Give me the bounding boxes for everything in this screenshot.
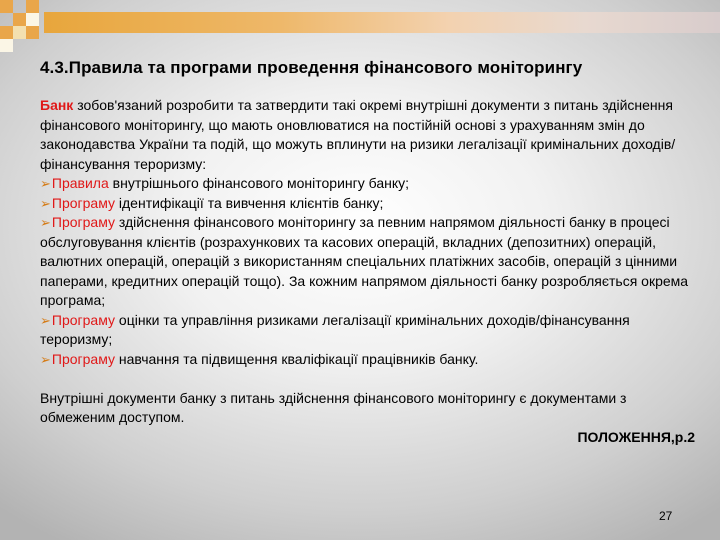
slide-title: 4.3.Правила та програми проведення фінансового моніторингу [40,58,583,77]
bullet-item [40,213,695,311]
decor-square [0,0,13,13]
page-number: 27 [659,509,673,523]
bullet-keyword: Програму [51,350,116,367]
intro-text: зобов'язаний розробити та затвердити такі окремі внутрішні документи з питань здійснення фінансового моніторингу, що мають оновлюватися на постійній основі з урахуванням змін до законодавства України та подій, що можуть вплинути на ризики легалізації кримінальних доходів/фінансування тероризму: [40,97,676,172]
decor-square [0,26,13,39]
bullet-item [40,194,695,214]
slide-body [40,96,695,447]
decor-square [26,26,39,39]
arrow-right-icon: ➢ [40,312,51,328]
bullet-keyword: Програму [51,214,116,230]
header-gradient-bar [44,12,720,33]
bullet-keyword: Програму [51,311,116,328]
bullet-text: здійснення фінансового моніторингу за певним напрямом діяльності банку в процесі обслуговування клієнтів (розрахункових та касових операцій, вкладних (депозитних) операцій, валютних операцій, операцій з використанням спеціальних платіжних засобів, операцій з цінними паперами, кредитних операцій тощо). За кожним напрямом діяльності банку розробляється окрема програма; [40,214,689,308]
decor-square [26,13,39,26]
bullet-item [40,174,695,194]
closing-paragraph: Внутрішні документи банку з питань здійснення фінансового моніторингу є документами з обмеженим доступом. [40,389,627,425]
decor-square [0,39,13,52]
arrow-right-icon: ➢ [40,215,51,230]
decor-square [13,13,26,26]
arrow-right-icon: ➢ [40,176,51,191]
bullet-keyword: Програму [51,194,116,211]
bullet-text: оцінки та управління ризиками легалізації кримінальних доходів/фінансування тероризму; [40,311,630,347]
intro-lead: Банк [40,97,74,113]
arrow-right-icon: ➢ [40,195,51,211]
bullet-item [40,350,695,370]
spacer [40,369,695,389]
bullet-text: навчання та підвищення кваліфікації працівників банку. [115,350,479,367]
reference-label: ПОЛОЖЕННЯ,р.2 [577,428,695,445]
bullet-keyword: Правила [51,175,109,191]
bullet-item [40,311,695,350]
decor-square [13,26,26,39]
arrow-right-icon: ➢ [40,351,51,367]
bullet-text: ідентифікації та вивчення клієнтів банку; [115,194,384,211]
decor-square [26,0,39,13]
intro-paragraph [40,96,695,174]
bullet-text: внутрішнього фінансового моніторингу банку; [108,175,410,191]
